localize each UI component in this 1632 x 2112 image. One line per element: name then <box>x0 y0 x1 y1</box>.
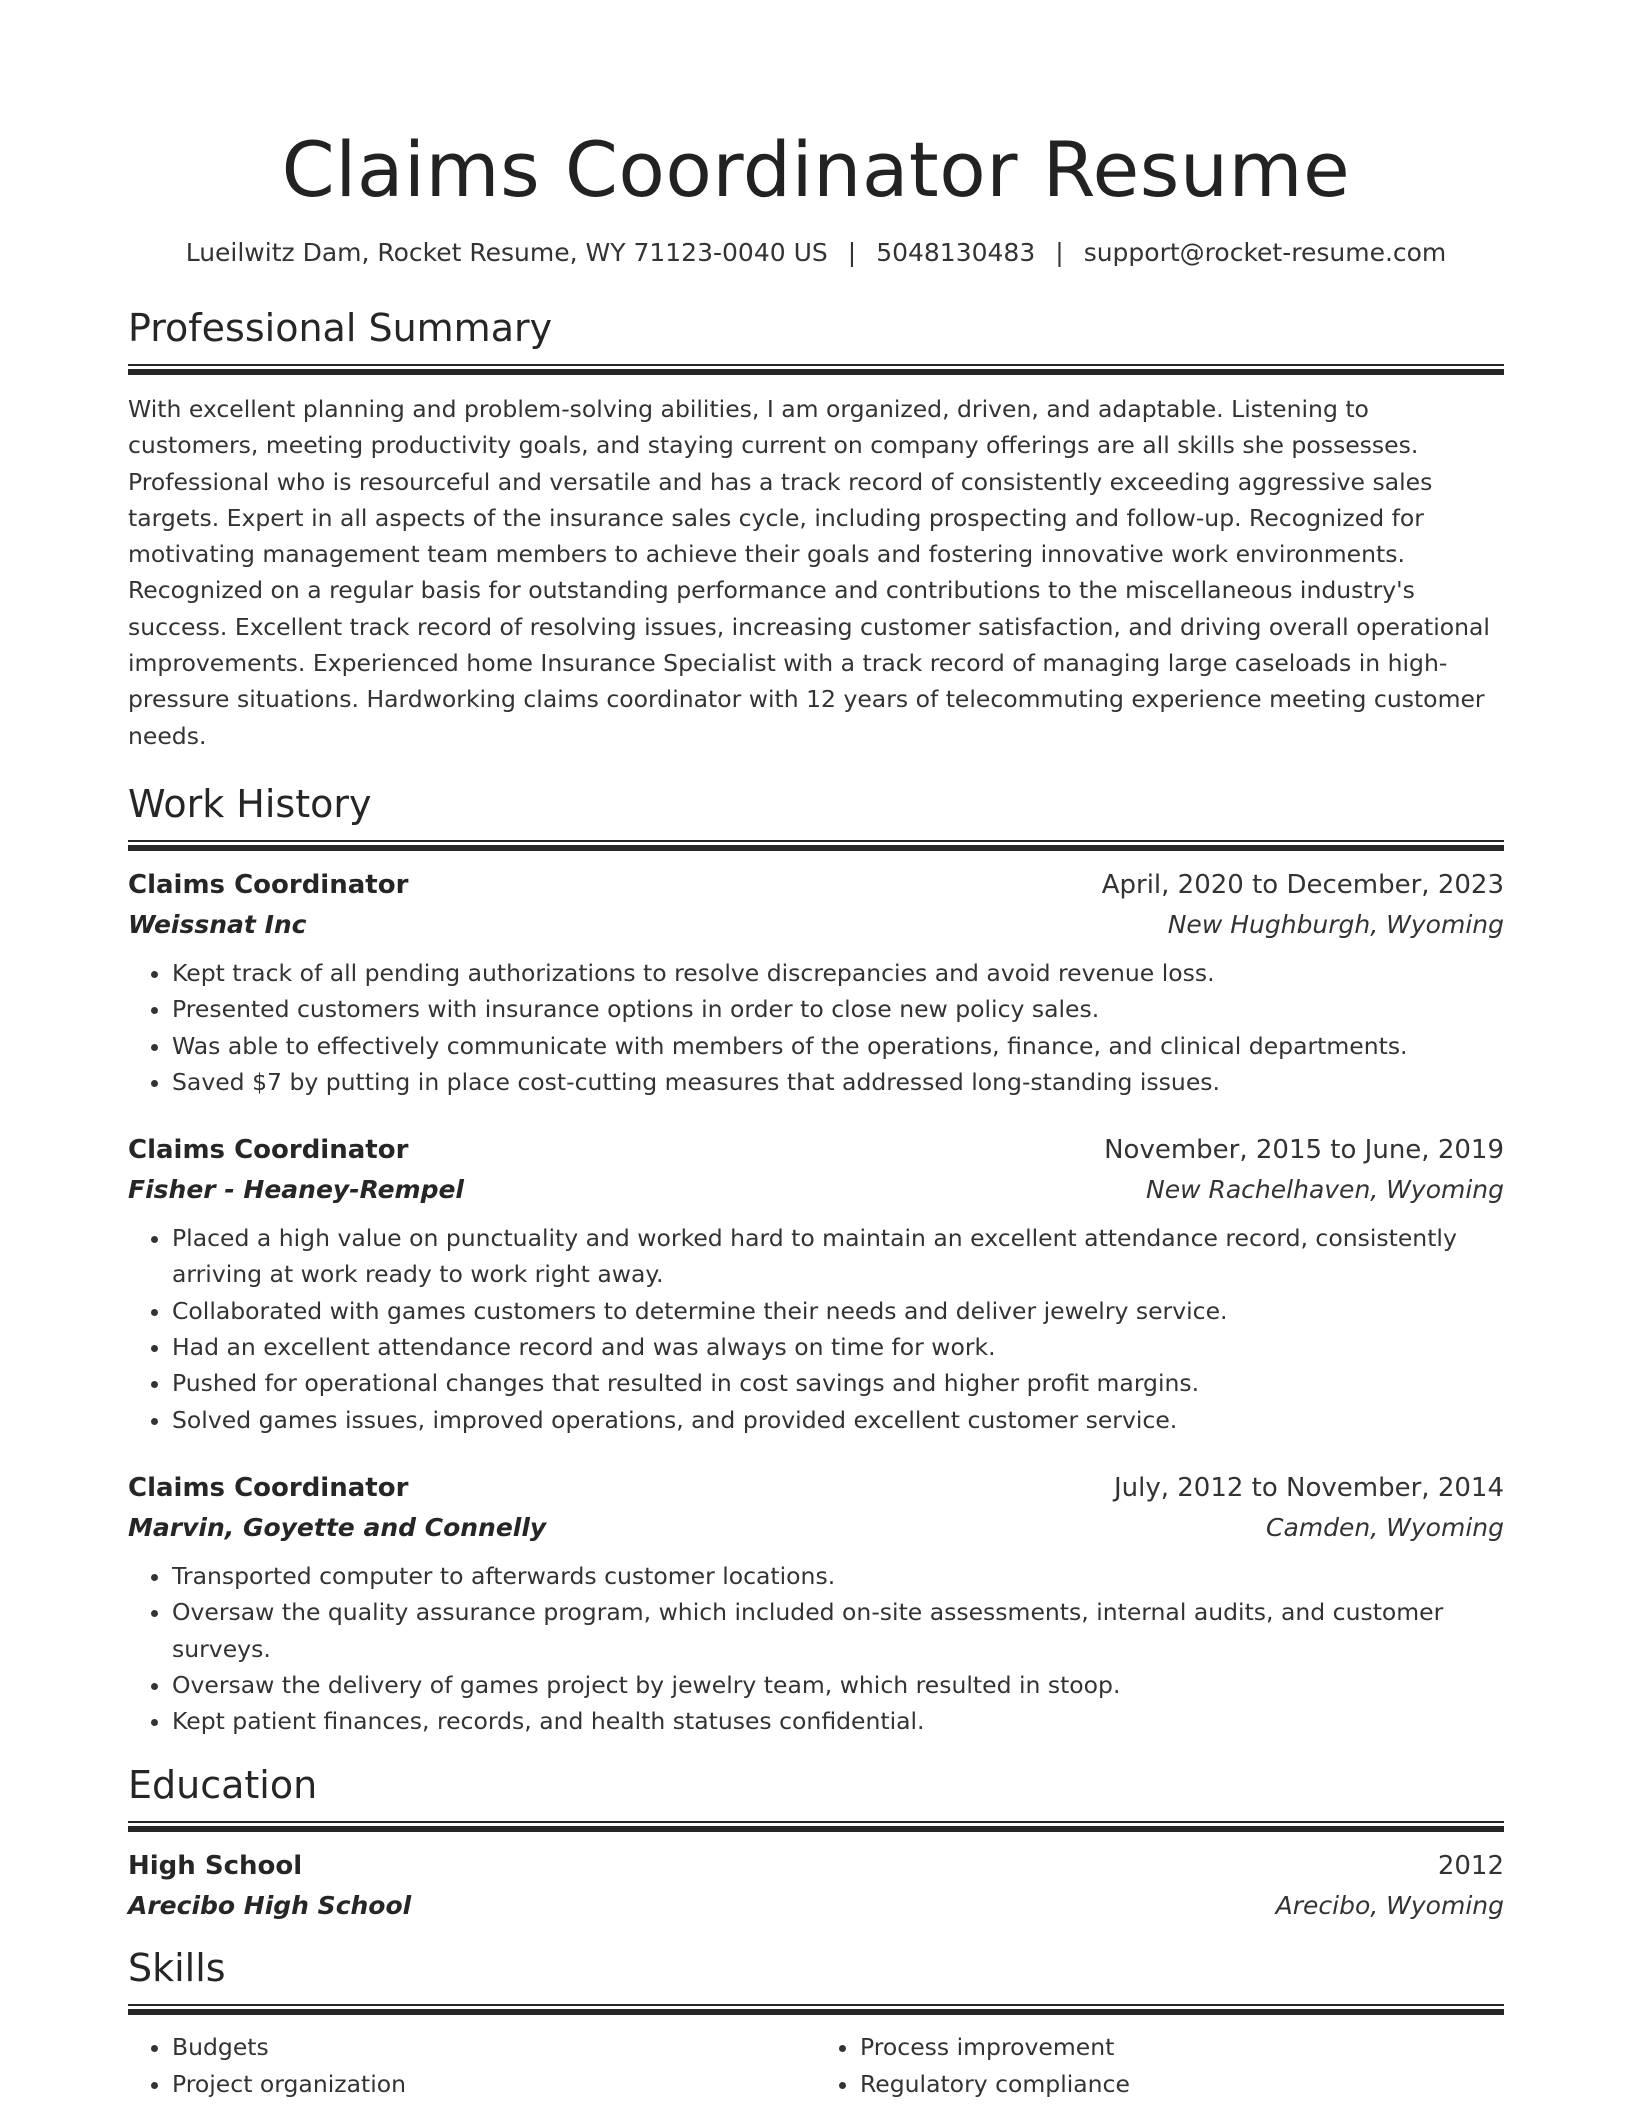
education-location: Arecibo, Wyoming <box>1275 1891 1504 1921</box>
job-bullets <box>128 1558 1504 1739</box>
job-entry <box>128 1130 1504 1438</box>
job-title: Claims Coordinator <box>128 1135 409 1166</box>
job-bullet: • Saved $7 by putting in place cost-cutting measures that addressed long-standing issues. <box>172 1064 1504 1100</box>
skills-grid <box>128 2029 1504 2102</box>
job-bullet: • Pushed for operational changes that resulted in cost savings and higher profit margins. <box>172 1365 1504 1401</box>
skills-section <box>128 1944 1504 2102</box>
education-school: Arecibo High School <box>128 1891 412 1921</box>
contact-separator: | <box>1055 238 1064 267</box>
job-bullet: • Oversaw the delivery of games project by jewelry team, which resulted in stoop. <box>172 1667 1504 1703</box>
job-title: Claims Coordinator <box>128 869 409 900</box>
job-company: Fisher - Heaney-Rempel <box>128 1175 464 1205</box>
job-dates: November, 2015 to June, 2019 <box>1104 1135 1504 1166</box>
education-degree: High School <box>128 1851 303 1882</box>
job-subheader <box>128 905 1504 945</box>
job-bullet: • Collaborated with games customers to determine their needs and deliver jewelry service. <box>172 1293 1504 1329</box>
job-title: Claims Coordinator <box>128 1472 409 1503</box>
job-bullets <box>128 955 1504 1100</box>
job-dates: April, 2020 to December, 2023 <box>1101 869 1504 900</box>
education-entry <box>128 1846 1504 1926</box>
job-company: Marvin, Goyette and Connelly <box>128 1512 547 1542</box>
skill-item: • Process improvement <box>860 2029 1504 2065</box>
page-title: Claims Coordinator Resume <box>281 125 1351 214</box>
job-location: Camden, Wyoming <box>1266 1512 1504 1542</box>
job-bullet: • Was able to effectively communicate with members of the operations, finance, and clinical departments. <box>172 1028 1504 1064</box>
skills-column-right <box>816 2029 1504 2102</box>
job-bullet: • Placed a high value on punctuality and worked hard to maintain an excellent attendance record, consistently arriving at work ready to work right away. <box>172 1220 1504 1293</box>
job-subheader <box>128 1170 1504 1210</box>
section-heading-work-history: Work History <box>128 781 372 826</box>
job-bullet: • Transported computer to afterwards customer locations. <box>172 1558 1504 1594</box>
summary-text: With excellent planning and problem-solving abilities, I am organized, driven, and adaptable. Listening to customers, meeting productivity goals, and staying current on company offerings are all skills she possesses. Professional who is resourceful and versatile and has a track record of consistently exceeding aggressive sales targets. Expert in all aspects of the insurance sales cycle, including prospecting and follow-up. Recognized for motivating management team members to achieve their goals and fostering innovative work environments. Recognized on a regular basis for outstanding performance and contributions to the miscellaneous industry's success. Excellent track record of resolving issues, increasing customer satisfaction, and driving overall operational improvements. Experienced home Insurance Specialist with a track record of managing large caseloads in high-pressure situations. Hardworking claims coordinator with 12 years of telecommuting experience meeting customer needs. <box>128 395 1490 750</box>
contact-address: Lueilwitz Dam, Rocket Resume, WY 71123-0040 US <box>185 238 828 267</box>
education-subheader <box>128 1886 1504 1926</box>
education-header <box>128 1846 1504 1886</box>
contact-phone: 5048130483 <box>876 238 1036 267</box>
job-location: New Hughburgh, Wyoming <box>1167 909 1504 939</box>
resume-page <box>128 0 1504 2102</box>
job-bullet: • Solved games issues, improved operations, and provided excellent customer service. <box>172 1402 1504 1438</box>
section-divider <box>128 1821 1504 1832</box>
job-bullet: • Kept track of all pending authorizations to resolve discrepancies and avoid revenue loss. <box>172 955 1504 991</box>
job-bullet: • Oversaw the quality assurance program, which included on-site assessments, internal audits, and customer surveys. <box>172 1594 1504 1667</box>
job-entry <box>128 1468 1504 1739</box>
education-year: 2012 <box>1437 1851 1504 1882</box>
job-header <box>128 1130 1504 1170</box>
section-divider <box>128 840 1504 851</box>
contact-separator: | <box>847 238 857 267</box>
section-divider <box>128 2004 1504 2015</box>
skills-column-left <box>128 2029 816 2102</box>
job-header <box>128 1468 1504 1508</box>
section-heading-skills: Skills <box>128 1946 226 1991</box>
section-heading-summary: Professional Summary <box>128 306 553 350</box>
summary-section <box>128 304 1504 754</box>
job-company: Weissnat Inc <box>128 909 307 939</box>
job-bullet: • Kept patient finances, records, and health statuses confidential. <box>172 1703 1504 1739</box>
job-header <box>128 865 1504 905</box>
section-heading-education: Education <box>128 1763 318 1808</box>
skill-item: • Budgets <box>172 2029 816 2065</box>
contact-email: support@rocket-resume.com <box>1083 238 1447 267</box>
contact-line <box>128 236 1504 270</box>
job-bullet: • Presented customers with insurance options in order to close new policy sales. <box>172 991 1504 1027</box>
section-divider <box>128 364 1504 375</box>
skill-item: • Regulatory compliance <box>860 2066 1504 2102</box>
skill-item: • Project organization <box>172 2066 816 2102</box>
job-subheader <box>128 1508 1504 1548</box>
job-entry <box>128 865 1504 1100</box>
job-location: New Rachelhaven, Wyoming <box>1146 1175 1504 1205</box>
job-bullets <box>128 1220 1504 1438</box>
work-history-section <box>128 780 1504 1739</box>
job-bullet: • Had an excellent attendance record and was always on time for work. <box>172 1329 1504 1365</box>
job-dates: July, 2012 to November, 2014 <box>1113 1472 1504 1503</box>
education-section <box>128 1761 1504 1926</box>
